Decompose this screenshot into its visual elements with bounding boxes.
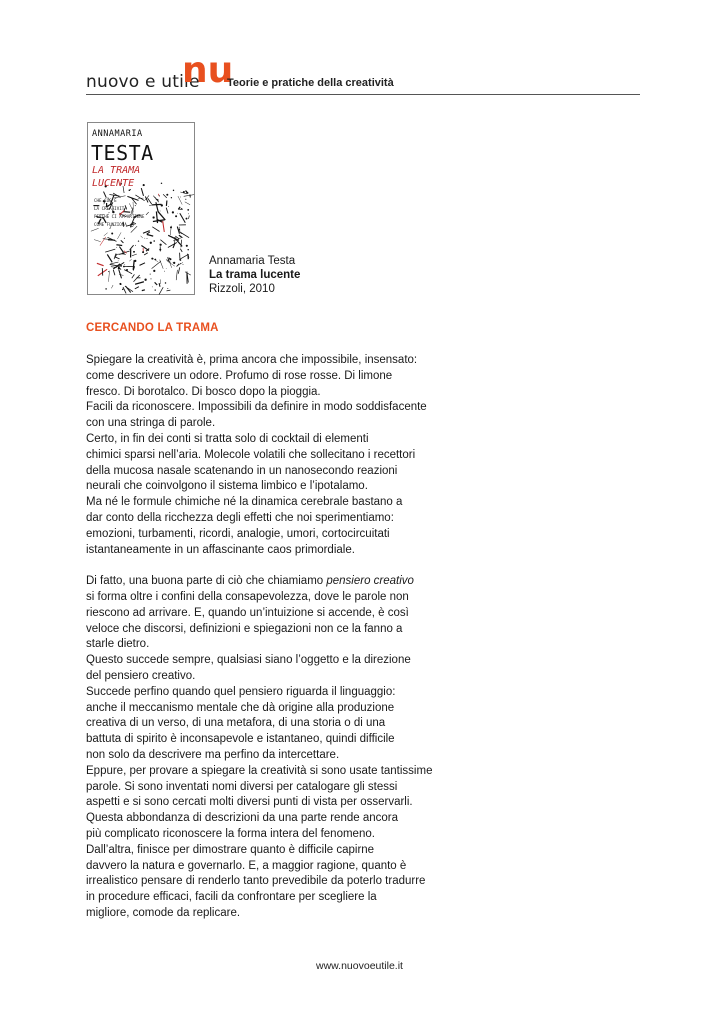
text-line: Spiegare la creatività è, prima ancora che impossibile, insensato:	[86, 354, 418, 366]
text-line: istantaneamente in un affascinante caos primordiale.	[86, 543, 355, 556]
text-line: Facili da riconoscere. Impossibili da definire in modo soddisfacente	[86, 401, 427, 414]
text-line: veloce che discorsi, definizioni e spiegazioni non ce la fanno a	[86, 622, 403, 635]
cover-title-line2: LUCENTE	[92, 178, 135, 189]
tagline: Teorie e pratiche della creatività	[227, 77, 394, 89]
text-line: non solo da descrivere ma perfino da intercettare.	[86, 748, 340, 761]
paragraph-1	[86, 353, 446, 558]
text-line: Eppure, per provare a spiegare la creatività si sono usate tantissime	[86, 764, 433, 777]
svg-text:nu: nu	[182, 50, 234, 91]
footer-url: www.nuovoeutile.it	[316, 960, 403, 972]
cover-title-line1: LA TRAMA	[92, 165, 141, 176]
text-line: emozioni, turbamenti, ricordi, analogie, umori, cortocircuitati	[86, 527, 390, 540]
cover-surname: TESTA	[91, 141, 154, 165]
header-divider	[86, 94, 640, 95]
nu-logo	[182, 50, 234, 91]
emphasis-text: pensiero creativo	[326, 575, 414, 588]
text-line: più complicato riconoscere la forma intera del fenomeno.	[86, 827, 375, 840]
text-line: Questa abbondanza di descrizioni da una parte rende ancora	[86, 812, 398, 825]
text-line: davvero la natura e governarlo. E, a maggior ragione, quanto è	[86, 859, 407, 872]
book-cover	[87, 122, 195, 295]
text-line: come descrivere un odore. Profumo di rose rosse. Di limone	[86, 369, 393, 382]
text-line: battuta di spirito è inconsapevole e istantaneo, quindi difficile	[86, 733, 395, 746]
article-body	[86, 353, 446, 937]
text-line: anche il meccanismo mentale che dà origine alla produzione	[86, 701, 395, 714]
cover-subtitle: CHE COS'È LA CREATIVITÀ PERCHÉ CI APPARTIENE COME FUNZIONA	[94, 198, 145, 227]
text-line: Ma né le formule chimiche né la dinamica cerebrale bastano a	[86, 496, 403, 509]
text-line: con una stringa di parole.	[86, 417, 216, 430]
section-title: CERCANDO LA TRAMA	[86, 322, 219, 334]
text-line: parole. Si sono inventati nomi diversi per catalogare gli stessi	[86, 780, 398, 793]
text-line: del pensiero creativo.	[86, 669, 196, 682]
text-line: creativa di un verso, di una metafora, di una storia o di una	[86, 717, 386, 730]
brand-name: nuovo e utile	[86, 72, 200, 92]
book-author: Annamaria Testa	[209, 255, 296, 267]
text-line: Questo succede sempre, qualsiasi siano l’oggetto e la direzione	[86, 654, 411, 667]
text-line: starle dietro.	[86, 638, 150, 651]
page-header	[86, 50, 640, 96]
text-line: migliore, comode da replicare.	[86, 906, 241, 919]
book-info	[209, 254, 300, 296]
text-line: Succede perfino quando quel pensiero riguarda il linguaggio:	[86, 685, 396, 698]
text-line: Di fatto, una buona parte di ciò che chiamiamo pensiero creativo	[86, 575, 414, 588]
text-line: in procedure efficaci, facili da confrontare per scegliere la	[86, 891, 377, 904]
text-line: riescono ad arrivare. E, quando un’intuizione si accende, è così	[86, 606, 409, 619]
text-line: aspetti e si sono cercati molti diversi punti di vista per osservarli.	[86, 796, 413, 809]
text-line: dar conto della ricchezza degli effetti che noi sperimentiamo:	[86, 511, 394, 524]
text-line: si forma oltre i confini della consapevolezza, dove le parole non	[86, 590, 409, 603]
cover-author: ANNAMARIA	[92, 129, 143, 139]
paragraph-2	[86, 574, 446, 922]
book-title: La trama lucente	[209, 269, 301, 281]
text-line: Certo, in fin dei conti si tratta solo di cocktail di elementi	[86, 432, 369, 445]
text-line: neurali che coinvolgono il sistema limbico e l’ipotalamo.	[86, 480, 368, 493]
book-publisher: Rizzoli, 2010	[209, 283, 275, 295]
text-line: Dall’altra, finisce per dimostrare quanto è difficile capirne	[86, 843, 375, 856]
text-line: irrealistico pensare di renderlo tanto prevedibile da poterlo tradurre	[86, 875, 426, 888]
text-line: chimici sparsi nell’aria. Molecole volatili che sollecitano i recettori	[86, 448, 416, 461]
text-line: della mucosa nasale scatenando in un nanosecondo reazioni	[86, 464, 398, 477]
text-line: fresco. Di borotalco. Di bosco dopo la pioggia.	[86, 385, 321, 398]
